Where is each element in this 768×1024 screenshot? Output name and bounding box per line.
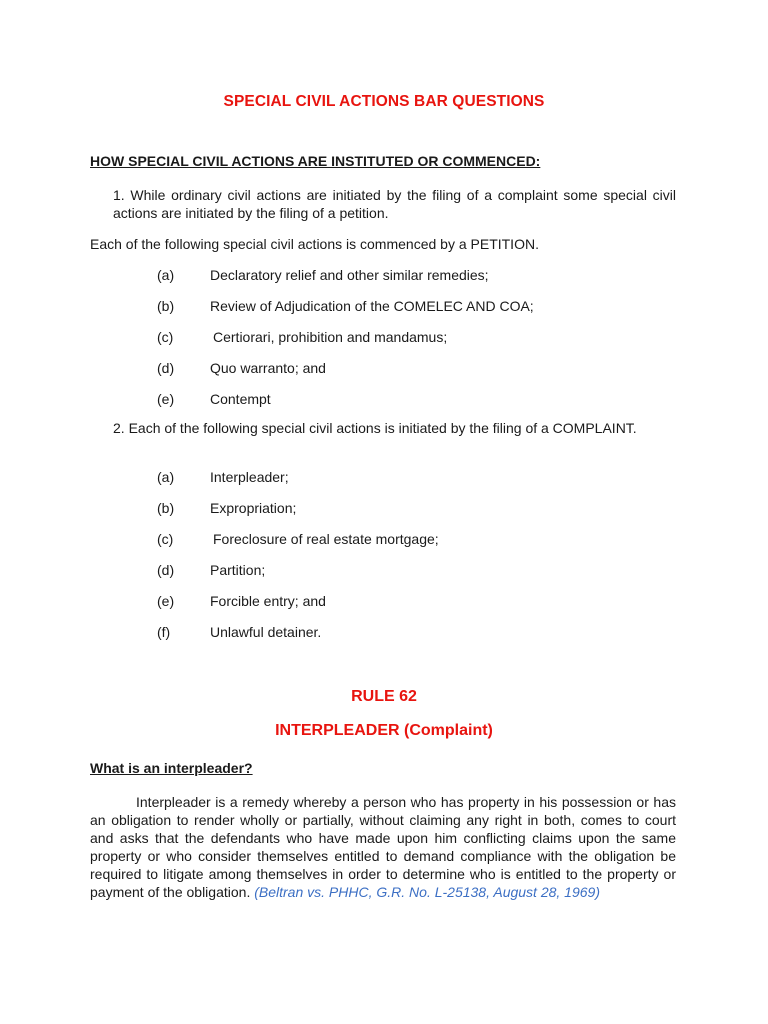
- list-text: Contempt: [210, 391, 271, 407]
- list-marker: (d): [157, 562, 175, 578]
- list-marker: (c): [157, 329, 174, 345]
- definition-text: Interpleader is a remedy whereby a person who has property in his possession or has an obligation to render wholly or partially, without claiming any right in both, comes to court and asks that the defendants who have made upon him conflicting claims upon the same property or who consider themselves entitled to demand compliance with the obligation be required to litigate among themselves in order to determine who is entitled to the property or payment of the obligation.: [90, 794, 676, 900]
- list-text: Expropriation;: [210, 500, 297, 516]
- document-title: SPECIAL CIVIL ACTIONS BAR QUESTIONS: [223, 93, 545, 110]
- paragraph-interpleader-definition: [90, 793, 676, 901]
- paragraph-petition-intro: Each of the following special civil actions is commenced by a PETITION.: [90, 236, 539, 252]
- list-text: Review of Adjudication of the COMELEC AND COA;: [210, 298, 534, 314]
- section-heading-interpleader: What is an interpleader?: [90, 760, 253, 776]
- list-text: Quo warranto; and: [210, 360, 326, 376]
- paragraph-item-1: 1. While ordinary civil actions are initiated by the filing of a complaint some special civil actions are initiated by the filing of a petition.: [113, 187, 676, 221]
- list-marker: (e): [157, 593, 175, 609]
- list-text: Declaratory relief and other similar remedies;: [210, 267, 489, 283]
- list-text: Interpleader;: [210, 469, 289, 485]
- list-marker: (b): [157, 298, 175, 314]
- list-marker: (b): [157, 500, 175, 516]
- list-marker: (c): [157, 531, 174, 547]
- list-marker: (e): [157, 391, 175, 407]
- list-text: Foreclosure of real estate mortgage;: [213, 531, 439, 547]
- rule-number: RULE 62: [351, 688, 417, 705]
- list-text: Forcible entry; and: [210, 593, 326, 609]
- list-marker: (a): [157, 267, 175, 283]
- list-marker: (f): [157, 624, 171, 640]
- section-heading-instituted: HOW SPECIAL CIVIL ACTIONS ARE INSTITUTED OR COMMENCED:: [90, 153, 541, 169]
- list-marker: (a): [157, 469, 175, 485]
- list-text: Unlawful detainer.: [210, 624, 322, 640]
- list-marker: (d): [157, 360, 175, 376]
- list-text: Partition;: [210, 562, 266, 578]
- case-citation: (Beltran vs. PHHC, G.R. No. L-25138, August 28, 1969): [254, 884, 600, 900]
- rule-name: INTERPLEADER (Complaint): [275, 722, 493, 739]
- list-text: Certiorari, prohibition and mandamus;: [213, 329, 448, 345]
- paragraph-item-2: 2. Each of the following special civil actions is initiated by the filing of a COMPLAINT.: [113, 420, 637, 436]
